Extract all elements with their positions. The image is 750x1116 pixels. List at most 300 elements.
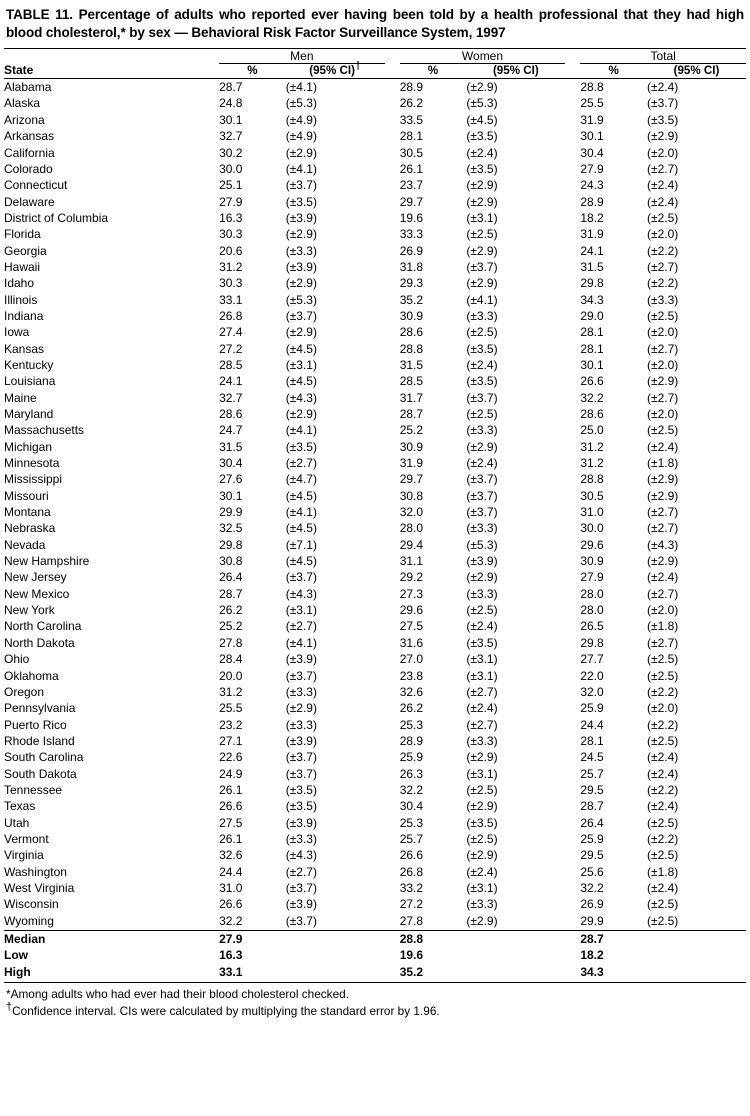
cell-women-ci: (±2.4) [466, 619, 498, 634]
cell-women-pct: 32.2 [399, 782, 424, 797]
cell-men-pct: 30.8 [219, 554, 243, 569]
cell-men-pct: 23.2 [219, 717, 243, 732]
cell-women-pct: 27.2 [399, 897, 424, 912]
cell-men-pct: 32.5 [219, 521, 243, 536]
cell-women-ci: (±3.5) [466, 161, 498, 176]
cell-men-pct: 27.2 [219, 341, 243, 356]
cell-women-ci: (±2.4) [466, 701, 498, 716]
cell-men-pct: 28.5 [219, 357, 243, 372]
cell-women-pct: 29.7 [399, 472, 424, 487]
table-row [4, 537, 746, 553]
table-row [4, 292, 746, 308]
cell-state: Connecticut [4, 178, 68, 193]
cell-state: Louisiana [4, 374, 56, 389]
cell-gap [385, 947, 400, 963]
cell-women-pct: 27.8 [399, 913, 424, 928]
cell-women-pct: 28.8 [399, 341, 424, 356]
cell-state: Colorado [4, 161, 53, 176]
cell-total-pct: 31.2 [580, 456, 604, 471]
cell-men-ci: (±3.7) [285, 668, 317, 683]
cell-men-pct: 24.9 [219, 766, 243, 781]
cell-women-pct: 31.6 [399, 635, 424, 650]
cell-gap [565, 602, 580, 618]
cell-women-pct: 25.7 [399, 831, 424, 846]
cell-gap [565, 471, 580, 487]
cell-gap [385, 422, 400, 438]
cell-men-ci: (±2.7) [285, 864, 317, 879]
cell-women-ci: (±5.3) [466, 96, 498, 111]
table-row [4, 488, 746, 504]
cell-state: Kansas [4, 341, 45, 356]
cell-gap [385, 700, 400, 716]
cell-women-pct: 19.6 [399, 210, 424, 225]
group-header-women: Women [400, 49, 566, 64]
cell-gap [385, 243, 400, 259]
cell-women-pct: 31.7 [399, 390, 424, 405]
cell-total-pct: 34.3 [580, 292, 604, 307]
dagger-marker-men: † [354, 60, 362, 73]
cell-men-ci: (±3.3) [285, 831, 317, 846]
cell-state: Minnesota [4, 456, 60, 471]
summary-women-ci [466, 947, 565, 963]
cell-total-ci: (±2.4) [646, 80, 679, 95]
cell-gap [565, 128, 580, 144]
table-row [4, 161, 746, 177]
table-row [4, 831, 746, 847]
cell-men-pct: 30.2 [219, 145, 243, 160]
cell-women-ci: (±2.4) [466, 145, 498, 160]
summary-label: High [4, 964, 31, 979]
cell-state: Maryland [4, 407, 54, 421]
cell-women-pct: 35.2 [399, 292, 424, 307]
cell-gap [385, 651, 400, 667]
table-row [4, 553, 746, 569]
cell-gap [565, 341, 580, 357]
table-body [4, 79, 746, 929]
cell-total-pct: 25.6 [580, 864, 604, 879]
cell-gap [385, 815, 400, 831]
cell-women-ci: (±2.9) [466, 799, 498, 814]
cell-state: Iowa [4, 325, 30, 340]
summary-men: 27.9 [219, 932, 243, 946]
cell-women-pct: 32.0 [399, 505, 424, 520]
cell-women-ci: (±3.3) [466, 308, 498, 323]
table-row [4, 635, 746, 651]
cell-gap [565, 112, 580, 128]
cell-total-ci: (±2.0) [646, 407, 679, 421]
cell-men-ci: (±4.1) [285, 505, 317, 520]
cell-women-pct: 31.9 [399, 456, 424, 471]
cell-men-pct: 30.3 [219, 227, 243, 242]
spacer-cell [385, 63, 400, 77]
cell-men-pct: 25.1 [219, 178, 243, 193]
cell-total-pct: 25.0 [580, 423, 604, 438]
cell-gap [565, 226, 580, 242]
summary-label: Median [4, 932, 46, 946]
cell-men-pct: 30.1 [219, 112, 243, 127]
cell-gap [385, 749, 400, 765]
cell-gap [565, 651, 580, 667]
cell-women-pct: 33.3 [399, 227, 424, 242]
column-header-total-ci: (95% CI) [673, 64, 720, 78]
cell-women-ci: (±2.9) [466, 80, 498, 95]
cell-women-ci: (±3.5) [466, 635, 498, 650]
cell-state: Florida [4, 227, 41, 242]
cell-total-pct: 27.7 [580, 652, 604, 667]
cell-gap [385, 177, 400, 193]
cell-state: Hawaii [4, 259, 41, 274]
cell-men-pct: 31.2 [219, 259, 243, 274]
footnote-dagger [6, 1003, 744, 1019]
summary-body [4, 931, 746, 981]
cell-women-pct: 32.6 [399, 684, 424, 699]
cell-gap [385, 504, 400, 520]
table-row [4, 341, 746, 357]
cell-gap [385, 145, 400, 161]
cell-men-pct: 24.1 [219, 374, 243, 389]
cell-women-pct: 28.7 [399, 407, 424, 421]
cell-state: Tennessee [4, 782, 63, 797]
cell-total-ci: (±2.7) [646, 586, 679, 601]
footer-rule [4, 982, 746, 983]
table-title: TABLE 11. Percentage of adults who reported ever having been told by a health professional that they had high blood cholesterol,* by sex — Behavioral Risk Factor Surveillance System, 1997 [6, 7, 744, 40]
cell-gap [385, 471, 400, 487]
cell-men-pct: 24.7 [219, 423, 243, 438]
cell-gap [385, 520, 400, 536]
cell-men-ci: (±2.9) [285, 407, 317, 421]
cell-total-pct: 31.0 [580, 505, 604, 520]
table-row [4, 569, 746, 585]
cell-women-ci: (±3.7) [466, 505, 498, 520]
table-row [4, 243, 746, 259]
cell-men-ci: (±3.1) [285, 357, 317, 372]
cell-women-ci: (±4.1) [466, 292, 498, 307]
cell-total-pct: 28.0 [580, 586, 604, 601]
cell-gap [565, 717, 580, 733]
table-row [4, 259, 746, 275]
cell-men-ci: (±5.3) [285, 292, 317, 307]
cell-women-pct: 30.8 [399, 488, 424, 503]
cell-gap [385, 733, 400, 749]
cell-men-ci: (±3.9) [285, 733, 317, 748]
cell-women-pct: 28.9 [399, 733, 424, 748]
cell-women-ci: (±3.1) [466, 880, 498, 895]
cell-gap [385, 128, 400, 144]
cell-men-ci: (±3.7) [285, 178, 317, 193]
cell-gap [385, 275, 400, 291]
cell-men-ci: (±4.1) [285, 423, 317, 438]
cell-total-ci: (±2.2) [646, 831, 679, 846]
cell-women-ci: (±2.7) [466, 717, 498, 732]
group-header-row [4, 49, 746, 64]
cell-gap [565, 210, 580, 226]
cell-women-pct: 25.3 [399, 815, 424, 830]
cell-men-pct: 30.1 [219, 488, 243, 503]
cell-men-pct: 28.4 [219, 652, 243, 667]
cell-state: North Dakota [4, 635, 75, 650]
summary-row [4, 947, 746, 963]
cell-gap [385, 913, 400, 929]
cell-women-pct: 26.2 [399, 96, 424, 111]
cell-men-ci: (±4.9) [285, 129, 317, 144]
cell-total-ci: (±1.8) [646, 456, 679, 471]
table-row [4, 618, 746, 634]
cell-state: Kentucky [4, 357, 54, 372]
cell-state: Puerto Rico [4, 717, 67, 732]
cell-women-pct: 23.8 [399, 668, 424, 683]
cell-total-pct: 32.0 [580, 684, 604, 699]
summary-total: 34.3 [580, 964, 604, 979]
cell-men-ci: (±3.7) [285, 570, 317, 585]
cell-gap [565, 390, 580, 406]
cell-gap [385, 324, 400, 340]
cell-gap [385, 308, 400, 324]
cell-state: New Mexico [4, 586, 70, 601]
cell-gap [385, 341, 400, 357]
table-row [4, 864, 746, 880]
cell-women-ci: (±2.5) [466, 325, 498, 340]
cell-women-ci: (±2.9) [466, 913, 498, 928]
cell-total-pct: 32.2 [580, 880, 604, 895]
cell-men-pct: 31.2 [219, 684, 243, 699]
cell-total-ci: (±2.7) [646, 390, 679, 405]
cell-total-pct: 28.7 [580, 799, 604, 814]
cell-total-pct: 29.8 [580, 276, 604, 291]
cell-total-ci: (±2.5) [646, 668, 679, 683]
table-row [4, 896, 746, 912]
cell-total-pct: 25.5 [580, 96, 604, 111]
summary-women: 28.8 [399, 932, 424, 946]
cell-women-ci: (±2.5) [466, 227, 498, 242]
cell-men-ci: (±5.3) [285, 96, 317, 111]
cell-total-pct: 25.9 [580, 701, 604, 716]
cell-gap [385, 553, 400, 569]
cell-men-ci: (±3.5) [285, 782, 317, 797]
column-header-state: State [4, 63, 34, 78]
cell-women-ci: (±3.1) [466, 668, 498, 683]
table-row [4, 684, 746, 700]
cell-total-ci: (±2.5) [646, 423, 679, 438]
cell-men-ci: (±3.5) [285, 799, 317, 814]
table-row [4, 406, 746, 422]
cell-men-pct: 28.7 [219, 80, 243, 95]
summary-total-ci [647, 947, 746, 963]
table-row [4, 586, 746, 602]
cell-state: Wyoming [4, 913, 54, 928]
cell-gap [565, 145, 580, 161]
cell-gap [385, 357, 400, 373]
cell-total-pct: 28.1 [580, 341, 604, 356]
cell-gap [565, 455, 580, 471]
cell-total-ci: (±3.7) [646, 96, 679, 111]
cell-men-ci: (±3.3) [285, 684, 317, 699]
cell-men-pct: 32.6 [219, 848, 243, 863]
cell-women-pct: 26.9 [399, 243, 424, 258]
cell-state: Maine [4, 390, 37, 405]
cell-total-pct: 27.9 [580, 570, 604, 585]
cell-women-pct: 31.5 [399, 357, 424, 372]
spacer-cell [565, 63, 580, 77]
cell-total-ci: (±2.5) [646, 733, 679, 748]
group-header-total: Total [580, 49, 746, 64]
cell-total-ci: (±2.0) [646, 603, 679, 618]
cell-women-ci: (±3.1) [466, 766, 498, 781]
cell-total-ci: (±2.7) [646, 341, 679, 356]
cell-gap [565, 177, 580, 193]
cell-total-ci: (±2.5) [646, 210, 679, 225]
cell-state: Texas [4, 799, 36, 814]
cell-women-pct: 28.9 [399, 80, 424, 95]
cell-gap [565, 798, 580, 814]
cell-total-pct: 29.6 [580, 537, 604, 552]
cell-gap [385, 586, 400, 602]
cell-total-ci: (±2.5) [646, 848, 679, 863]
cell-gap [385, 766, 400, 782]
cell-total-pct: 29.5 [580, 848, 604, 863]
cell-gap [565, 668, 580, 684]
table-row [4, 226, 746, 242]
cell-total-pct: 31.9 [580, 112, 604, 127]
cell-total-pct: 25.9 [580, 831, 604, 846]
cell-men-ci: (±4.3) [285, 586, 317, 601]
cell-men-ci: (±3.5) [285, 439, 317, 454]
cell-gap [565, 259, 580, 275]
summary-women: 35.2 [399, 964, 424, 979]
cell-gap [385, 717, 400, 733]
cell-state: Mississippi [4, 472, 63, 487]
cell-total-ci: (±2.4) [646, 439, 679, 454]
footnote-star: *Among adults who had ever had their blood cholesterol checked. [6, 987, 349, 1002]
cell-gap [565, 782, 580, 798]
cell-men-pct: 24.4 [219, 864, 243, 879]
cell-women-pct: 31.8 [399, 259, 424, 274]
cell-total-pct: 29.9 [580, 913, 604, 928]
cell-women-ci: (±3.3) [466, 897, 498, 912]
cell-state: Wisconsin [4, 897, 59, 912]
data-table [4, 49, 746, 981]
cell-women-ci: (±2.9) [466, 194, 498, 209]
cell-men-ci: (±4.7) [285, 472, 317, 487]
cell-state: Washington [4, 864, 67, 879]
cell-total-ci: (±2.5) [646, 308, 679, 323]
cell-gap [385, 95, 400, 111]
cell-men-pct: 26.6 [219, 897, 243, 912]
cell-women-pct: 26.8 [399, 864, 424, 879]
cell-men-pct: 25.2 [219, 619, 243, 634]
cell-state: Oklahoma [4, 668, 59, 683]
footnote-dagger-text: Confidence interval. CIs were calculated by multiplying the standard error by 1.96. [12, 1004, 440, 1019]
cell-men-ci: (±4.9) [285, 112, 317, 127]
table-row [4, 668, 746, 684]
cell-total-ci: (±2.4) [646, 799, 679, 814]
cell-gap [385, 896, 400, 912]
cell-men-ci: (±4.5) [285, 341, 317, 356]
cell-gap [565, 194, 580, 210]
table-header [4, 49, 746, 79]
cell-women-pct: 29.3 [399, 276, 424, 291]
cell-women-ci: (±3.7) [466, 259, 498, 274]
cell-women-pct: 30.4 [399, 799, 424, 814]
cell-total-pct: 26.5 [580, 619, 604, 634]
cell-total-pct: 30.5 [580, 488, 604, 503]
cell-total-pct: 31.5 [580, 259, 604, 274]
cell-women-pct: 28.5 [399, 374, 424, 389]
cell-women-ci: (±5.3) [466, 537, 498, 552]
cell-total-ci: (±2.4) [646, 766, 679, 781]
cell-gap [565, 537, 580, 553]
sub-header-row [4, 63, 746, 77]
cell-men-pct: 24.8 [219, 96, 243, 111]
spacer-cell [4, 49, 219, 64]
cell-men-ci: (±3.7) [285, 766, 317, 781]
cell-men-pct: 29.9 [219, 505, 243, 520]
cell-total-pct: 32.2 [580, 390, 604, 405]
cell-gap [565, 292, 580, 308]
cell-men-pct: 31.5 [219, 439, 243, 454]
cell-men-ci: (±2.7) [285, 456, 317, 471]
cell-women-ci: (±3.3) [466, 423, 498, 438]
summary-women-ci [466, 931, 565, 948]
table-row [4, 602, 746, 618]
cell-men-pct: 27.1 [219, 733, 243, 748]
table-row [4, 717, 746, 733]
cell-total-ci: (±2.7) [646, 505, 679, 520]
cell-gap [385, 864, 400, 880]
cell-state: Montana [4, 505, 51, 520]
cell-gap [565, 357, 580, 373]
table-row [4, 798, 746, 814]
cell-women-ci: (±3.7) [466, 390, 498, 405]
summary-total: 18.2 [580, 948, 604, 963]
cell-women-ci: (±2.4) [466, 456, 498, 471]
cell-total-ci: (±2.5) [646, 815, 679, 830]
cell-women-pct: 29.6 [399, 603, 424, 618]
cell-total-ci: (±2.2) [646, 717, 679, 732]
cell-gap [565, 913, 580, 929]
cell-men-ci: (±3.7) [285, 880, 317, 895]
table-row [4, 145, 746, 161]
cell-men-ci: (±4.1) [285, 161, 317, 176]
cell-men-ci: (±4.5) [285, 521, 317, 536]
cell-gap [385, 602, 400, 618]
cell-men-pct: 32.7 [219, 129, 243, 144]
cell-state: Oregon [4, 684, 45, 699]
cell-men-ci: (±4.5) [285, 554, 317, 569]
cell-men-pct: 30.0 [219, 161, 243, 176]
cell-gap [385, 782, 400, 798]
cell-women-pct: 29.4 [399, 537, 424, 552]
cell-men-pct: 16.3 [219, 210, 243, 225]
cell-state: Virginia [4, 848, 44, 863]
cell-state: New Hampshire [4, 554, 90, 569]
cell-state: Vermont [4, 831, 49, 846]
cell-women-pct: 33.5 [399, 112, 424, 127]
cell-state: New York [4, 603, 55, 618]
table-row [4, 210, 746, 226]
cell-women-pct: 30.9 [399, 308, 424, 323]
cell-gap [385, 79, 400, 96]
table-row [4, 749, 746, 765]
cell-men-ci: (±3.3) [285, 243, 317, 258]
table-row [4, 324, 746, 340]
summary-label: Low [4, 948, 28, 963]
cell-total-ci: (±2.9) [646, 129, 679, 144]
cell-women-pct: 30.5 [399, 145, 424, 160]
cell-women-pct: 23.7 [399, 178, 424, 193]
cell-men-ci: (±3.9) [285, 815, 317, 830]
table-row [4, 520, 746, 536]
cell-gap [565, 439, 580, 455]
